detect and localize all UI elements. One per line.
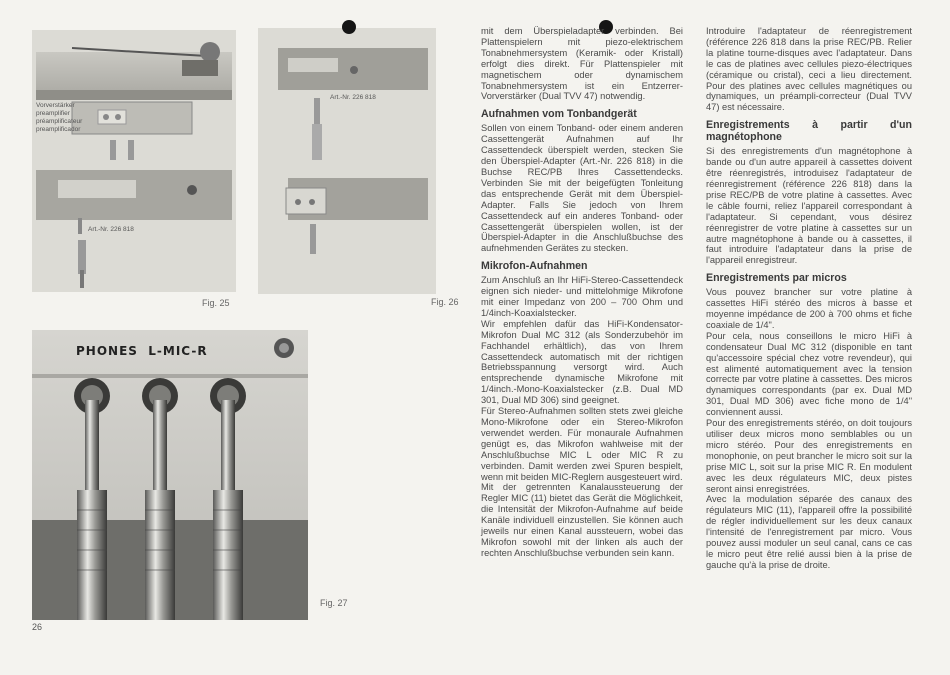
- fig25-preamp-label-fr: préamplificateur: [36, 118, 83, 125]
- figure-27-caption: Fig. 27: [320, 598, 348, 608]
- german-heading-mic: Mikrofon-Aufnahmen: [481, 260, 588, 273]
- fig27-panel-label: PHONES L-MIC-R: [76, 344, 208, 358]
- french-para-mic-4: Avec la modulation séparée des canaux des régulateurs MIC (11), l'appareil offre la possibilité de régler individuellement sur les deux canaux l'intensité de l'enregistrement par micro. Vous pouvez aussi moduler un seul canal, cans ce cas le micro peut être relié aussi bien à la prise de gauche qu'à la prise de droite.: [706, 494, 912, 570]
- german-para-mic-3: Für Stereo-Aufnahmen sollten stets zwei gleiche Mono-Mikrofone oder ein Stereo-Mikrofon verwendet werden. Für monaurale Aufnahmen genügt es, das Mikrofon wahlweise mit der Anschlußbuchse MIC L oder MIC R zu verbinden. Damit werden zwei Spuren bespielt, wenn mit beiden MIC-Reglern ausgesteuert wird.: [481, 406, 683, 482]
- fig25-preamp-label-de: Vorverstärker: [36, 102, 75, 109]
- fig26-adapter-label: Art.-Nr. 226 818: [330, 94, 376, 101]
- figure-26-photo: [258, 28, 436, 294]
- german-column: [481, 26, 683, 559]
- german-para-tape: Sollen von einem Tonband- oder einem anderen Cassettengerät Aufnahmen auf Ihr Cassettendeck überspielt werden, stecken Sie den Überspiel-Adapter (Art.-Nr. 226 818) in die Buchse REC/PB Ihres Cassettendecks. Verbinden Sie mit der beigefügten Tonleitung das entsprechende Gerät mit dem Überspiel-Adapter. Falls Sie jedoch von Ihrem Cassettendeck auf ein anderes Tonband- oder Cassettengerät überspielen wollen, ist der Überspiel-Adapter in die Anschlußbuchse des aufnehmenden Gerätes zu stecken.: [481, 123, 683, 254]
- page-number: 26: [32, 622, 43, 632]
- fig25-preamp-label-es: preamplificador: [36, 126, 81, 133]
- fig25-adapter-label: Art.-Nr. 226 818: [88, 226, 134, 233]
- fig25-illustration: [32, 30, 236, 292]
- german-para-mic-2: Wir empfehlen dafür das HiFi-Kondensator-Mikrofon Dual MC 312 (als Sonderzubehör im Fachhandel erhältlich), das von Ihrem Cassettendeck automatisch mit der richtigen Betriebsspannung versorgt wird. Auch entsprechende dynamische Mikrofone mit 1/4inch.-Mono-Koaxialstecker (z.B. Dual MD 301, Dual MD 306) sind geeignet.: [481, 318, 683, 406]
- french-para-mic-3: Pour des enregistrements stéréo, on doit toujours utiliser deux micros mono semblables ou un micro stéréo. Pour des enregistrements en monophonie, on peut brancher le micro soit sur la prise MIC L, soit sur la prise MIC R. En modulent avec les deux régulateurs MIC, deux pistes seront ainsi enregistrées.: [706, 418, 912, 494]
- figure-25-photo: [32, 30, 236, 292]
- french-intro: Introduire l'adaptateur de réenregistrement (référence 226 818 dans la prise REC/PB. Relier la platine tourne-disques avec l'adaptateur. Dans le cas de platines avec cellules piezo-électriques (céramique ou cristal), ceci a lieu directement. Pour des platines avec cellules magnétiques ou dynamiques, un préampli-correcteur (Dual TVV 47) est nécessaire.: [706, 26, 912, 113]
- german-heading-tape: Aufnahmen vom Tonbandgerät: [481, 108, 637, 121]
- fig26-illustration: [258, 28, 436, 294]
- figure-25-caption: Fig. 25: [202, 298, 230, 308]
- french-para-mic-2: Pour cela, nous conseillons le micro HiFi à condensateur Dual MC 312 (disponible en tant qu'accessoire spécial chez votre revendeur), qui est alimenté automatiquement avec la tension correcte par votre platine à cassettes. Des micros dynamiques correspondants (par ex. Dual MD 301, Dual MD 306) avec fiche mono de 1/4" conviennent aussi.: [706, 330, 912, 418]
- german-para-mic-4: Mit der getrennten Kanalaussteuerung der Regler MIC (11) bietet das Gerät die Möglichkeit, die Intensität der Mikrofon-Aufnahme auf beide Kanäle individuell einzustellen. Sie können auch jeweils nur einen Kanal aussteuern, wobei das Mikrofon sowohl mit der linken als auch der rechten Anschlußbuchse verbunden sein kann.: [481, 482, 683, 558]
- binding-hole-left: [342, 20, 356, 34]
- german-para-mic-1: Zum Anschluß an Ihr HiFi-Stereo-Cassettendeck eignen sich nieder- und mittelohmige Mikrofone mit einer Impedanz von 200 – 700 Ohm und 1/4inch-Koaxialstecker.: [481, 275, 683, 318]
- french-para-mic-1: Vous pouvez brancher sur votre platine à cassettes HiFi stéréo des micros à basse et moyenne impédance de 200 à 700 ohms et fiche coaxiale de 1/4".: [706, 287, 912, 330]
- french-column: [706, 26, 912, 571]
- fig27-illustration: [32, 330, 308, 620]
- fig25-preamp-label-en: preamplifier: [36, 110, 70, 117]
- french-heading-tape: Enregistrements à partir d'un magnétophone: [706, 119, 912, 144]
- german-intro: mit dem Überspieladapter verbinden. Bei Plattenspielern mit piezo-elektrischem Tonabnehmersystem (Keramik- oder Kristall) erfolgt dies direkt. Für Plattenspieler mit magnetischem oder dynamischem Tonabnehmersystem ist ein Entzerrer-Vorverstärker (Dual TVV 47) notwendig.: [481, 26, 683, 102]
- figure-26-caption: Fig. 26: [431, 297, 459, 307]
- figure-27-photo: [32, 330, 308, 620]
- french-heading-mic: Enregistrements par micros: [706, 272, 847, 285]
- french-para-tape: Si des enregistrements d'un magnétophone à bande ou d'un autre appareil à cassettes doivent être réenregistrés, introduisez l'adaptateur de réenregistrement (référence 226 818) dans la prise REC/PB de votre platine à cassettes. Avec le câble fourni, reliez l'appareil correspondant à l'adaptateur. Si cependant, vous désirez réenregistrer de votre platine à cassettes sur un autre magnétophone à bande ou à cassettes, il faut introduire l'adaptateur dans la prise de l'appareil enregistreur.: [706, 146, 912, 266]
